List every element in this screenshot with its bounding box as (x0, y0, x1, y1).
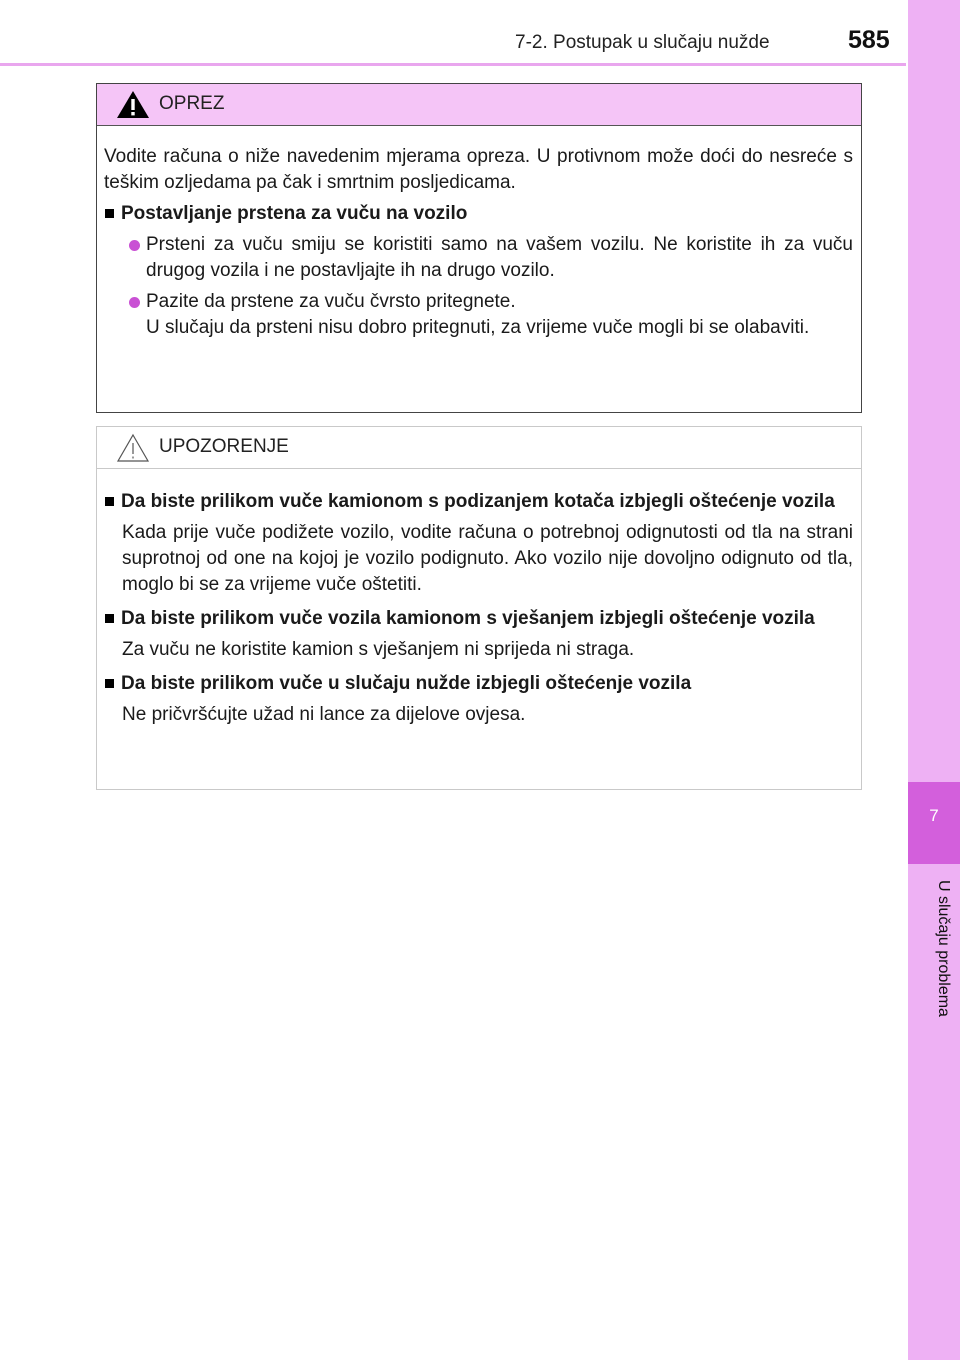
list-item (104, 232, 853, 284)
warning-text: Kada prije vuče podižete vozilo, vodite računa o potrebnoj odignutosti od tla na strani suprotnoj od one na kojoj je vozilo podignuto. Ako vozilo nije dovoljno odignuto od tla, moglo bi se za vrijeme vuče oštetiti. (122, 522, 853, 595)
square-bullet-icon (105, 614, 114, 623)
caution-box (96, 83, 862, 413)
caution-bullet-text: Prsteni za vuču smiju se koristiti samo na vašem vozilu. Ne koristite ih za vuču drugog vozila i ne postavljajte ih na drugo vozilo. (146, 234, 853, 281)
caution-heading: Postavljanje prstena za vuču na vozilo (121, 203, 468, 224)
side-tab (908, 0, 960, 1360)
round-bullet-icon (129, 240, 140, 251)
warning-outline-triangle-icon (115, 432, 151, 463)
caution-intro: Vodite računa o niže navedenim mjerama opreza. U protivnom može doći do nesreće s teškim ozljedama pa čak i smrtnim posljedicama. (104, 146, 853, 193)
warning-text: Ne pričvršćujte užad ni lance za dijelove ovjesa. (122, 704, 526, 725)
section-title: 7-2. Postupak u slučaju nužde (515, 32, 770, 53)
warning-heading: Da biste prilikom vuče kamionom s podizanjem kotača izbjegli oštećenje vozila (121, 491, 835, 512)
list-item (104, 289, 853, 341)
warning-heading-row (104, 489, 853, 515)
square-bullet-icon (105, 679, 114, 688)
page-number: 585 (848, 26, 890, 54)
caution-title: OPREZ (159, 93, 225, 114)
warning-title: UPOZORENJE (159, 436, 289, 457)
caution-bullet-text: Pazite da prstene za vuču čvrsto pritegnete. (146, 291, 516, 312)
warning-text: Za vuču ne koristite kamion s vješanjem ni sprijeda ni straga. (122, 639, 635, 660)
chapter-title: U slučaju problema (935, 880, 952, 1017)
header-divider (0, 63, 906, 66)
warning-heading-row (104, 671, 853, 697)
caution-heading-row (104, 201, 853, 227)
warning-heading: Da biste prilikom vuče u slučaju nužde izbjegli oštećenje vozila (121, 673, 692, 694)
warning-box (96, 426, 862, 790)
warning-heading-row (104, 606, 853, 632)
caution-bullet-text: U slučaju da prsteni nisu dobro pritegnuti, za vrijeme vuče mogli bi se olabaviti. (146, 317, 810, 338)
square-bullet-icon (105, 209, 114, 218)
chapter-number: 7 (929, 806, 939, 825)
warning-heading: Da biste prilikom vuče vozila kamionom s vješanjem izbjegli oštećenje vozila (121, 608, 815, 629)
square-bullet-icon (105, 497, 114, 506)
warning-header (97, 427, 861, 469)
caution-header (97, 84, 861, 126)
round-bullet-icon (129, 297, 140, 308)
warning-triangle-icon (115, 89, 151, 120)
